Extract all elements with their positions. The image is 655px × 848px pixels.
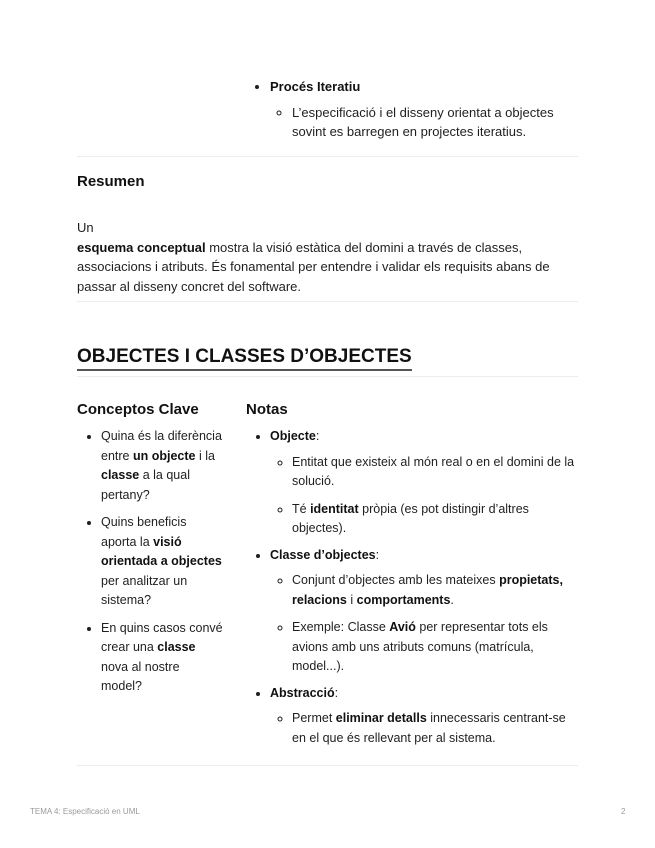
section-title: OBJECTES I CLASSES D’OBJECTES	[77, 346, 412, 371]
list-item: • Quins beneficis aporta la visió orientada a objectes per analitzar un sistema?	[101, 513, 223, 611]
resumen-line1: Un	[77, 220, 94, 235]
divider	[77, 301, 578, 302]
list-item: ◦ Permet eliminar detalls innecessaris centrant-se en el que és rellevant per al sistema.	[292, 709, 582, 748]
list-item: ◦ L’especificació i el disseny orientat a objectes sovint es barregen en projectes iteratius.	[292, 103, 591, 142]
list-item: • En quins casos convé crear una classe nova al nostre model?	[101, 619, 223, 697]
list-item: ◦ Exemple: Classe Avió per representar tots els avions amb uns atributs comuns (matrícula, model...).	[292, 618, 582, 677]
divider	[77, 376, 578, 377]
list-item: ◦ Entitat que existeix al món real o en el domini de la solució.	[292, 453, 582, 492]
footer-title: TEMA 4: Especificació en UML	[30, 807, 140, 816]
conceptos-title: Conceptos Clave	[77, 401, 199, 418]
bold-term: esquema conceptual	[77, 239, 206, 255]
list-item: ◦ Té identitat pròpia (es pot distingir d’altres objectes).	[292, 500, 582, 539]
list-item: ◦ Conjunt d’objectes amb les mateixes propietats, relacions i comportaments.	[292, 571, 582, 610]
resumen-paragraph	[77, 218, 582, 296]
list-item: • Classe d’objectes: ◦ Conjunt d’objectes amb les mateixes propietats, relacions i comportaments. ◦ Exemple: Classe Avió per representar tots els avions amb uns atributs comuns (matrícula, model...).	[270, 546, 582, 677]
page-number: 2	[621, 807, 626, 816]
conceptos-list	[77, 427, 223, 697]
divider	[77, 765, 578, 766]
list-item: • Quina és la diferència entre un objecte i la classe a la qual pertany?	[101, 427, 223, 505]
resumen-text: esquema conceptual mostra la visió estàtica del domini a través de classes, associacions i atributs. És fonamental per entendre i validar els requisits abans de passar al disseny concret del software.	[77, 239, 550, 294]
iterative-process-heading: Procés Iteratiu	[270, 79, 361, 94]
list-item	[270, 77, 591, 142]
notas-title: Notas	[246, 401, 288, 418]
list-item: • Objecte: ◦ Entitat que existeix al món real o en el domini de la solució. ◦ Té identitat pròpia (es pot distingir d’altres objectes).	[270, 427, 582, 539]
notas-list	[246, 427, 582, 748]
divider	[77, 156, 578, 157]
resumen-title: Resumen	[77, 173, 145, 190]
list-item: • Abstracció: ◦ Permet eliminar detalls innecessaris centrant-se en el que és rellevant per al sistema.	[270, 684, 582, 749]
iterative-process-block	[246, 77, 591, 142]
